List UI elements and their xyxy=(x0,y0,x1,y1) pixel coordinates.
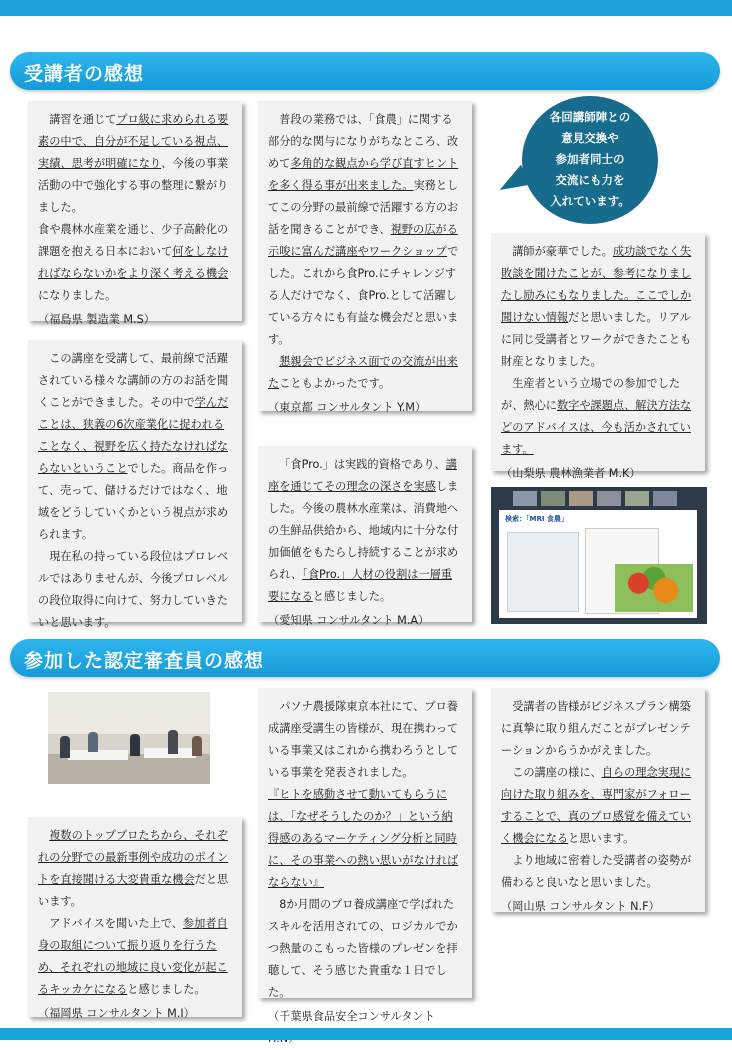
participant-thumbnail xyxy=(569,491,593,506)
attribution: （福岡県 コンサルタント M.I） xyxy=(38,1007,195,1020)
photo-person xyxy=(60,736,70,758)
testimonial-card: 複数のトッププロたちから、それぞれの分野での最新事例や成功のポイントを直接聞ける大変貴重な機会だと思います。 アドバイスを聞いた上で、参加者自身の取組について振り返りを行うため、それぞれの地域に良い変化が起こるキッカケになると感じました。 （福岡県 コンサルタント M.I） xyxy=(28,817,242,1017)
participant-thumbnail xyxy=(625,491,649,506)
attribution: （山梨県 農林漁業者 M.K） xyxy=(501,467,641,480)
screen-figure-left xyxy=(507,532,579,612)
attribution: （福島県 製造業 M.S） xyxy=(38,313,155,326)
seminar-photo xyxy=(48,692,210,784)
top-accent-bar xyxy=(0,0,732,16)
attribution: （愛知県 コンサルタント M.A） xyxy=(268,614,430,627)
participant-thumbnail xyxy=(597,491,621,506)
participant-thumbnail xyxy=(653,491,677,506)
photo-table xyxy=(68,750,128,760)
bottom-accent-bar xyxy=(0,1028,732,1040)
section-header-attendees xyxy=(10,52,720,90)
testimonial-card: 講師が豪華でした。成功談でなく失敗談を聞けたことが、参考になりましたし励みにもなりました。ここでしか聞けない情報だと思いました。リアルに同じ受講者とワークができたことも財産となりました。 生産者という立場での参加でしたが、熱心に数字や課題点、解決方法などのアドバイスは、今も活かされています。 （山梨県 農林漁業者 M.K） xyxy=(491,233,705,471)
attribution: （岡山県 コンサルタント N.F） xyxy=(501,900,660,913)
section-header-examiners xyxy=(10,639,720,677)
photo-person xyxy=(168,730,178,754)
participant-thumbnail xyxy=(513,491,537,506)
photo-person xyxy=(130,734,140,756)
testimonial-card: この講座を受講して、最前線で活躍されている様々な講師の方のお話を聞くことができました。その中で学んだことは、狭義の6次産業化に捉われることなく、視野を広く持たなければならないということでした。商品を作って、売って、儲けるだけではなく、地域をどうしていくかという視点が求められます。 現在私の持っている段位はプロレベルではありませんが、今後プロレベルの段位取得に向けて、努力していきたいと思います。 xyxy=(28,340,242,622)
testimonial-card: 「食Pro.」は実践的資格であり、講座を通じてその理念の深さを実感しました。今後の農林水産業は、消費地への生鮮品供給から、地域内に十分な付加価値をもたらし持続することが求められ、「食Pro.」人材の役割は一層重要になると感じました。 （愛知県 コンサルタント M.A） xyxy=(258,446,472,622)
photo-person xyxy=(88,732,98,752)
speech-bubble: 各回講師陣との 意見交換や 参加者同士の 交流にも力を 入れています。 xyxy=(522,96,658,224)
shared-screen xyxy=(499,510,697,618)
search-label: 検索：「MRI 食農」 xyxy=(505,515,568,523)
testimonial-card: 普段の業務では、「食農」に関する部分的な関与になりがちなところ、改めて多角的な観点から学び直すヒントを多く得る事が出来ました。実務としてこの分野の最前線で活躍する方のお話を聞きることができ、視野の広がる示唆に富んだ講座やワークショップでした。これから食Pro.にチャレンジする人だけでなく、食Pro.として活躍している方々にも有益な機会だと思います。 懇親会でビジネス面での交流が出来たこともよかったです。 （東京都 コンサルタント Y.M） xyxy=(258,101,472,411)
section-title: 参加した認定審査員の感想 xyxy=(24,650,265,672)
photo-person xyxy=(192,736,202,756)
participant-thumbnail xyxy=(541,491,565,506)
online-session-screenshot xyxy=(491,487,707,624)
testimonial-card: パソナ農援隊東京本社にて、プロ養成講座受講生の皆様が、現在携わっている事業又はこれから携わろうとしている事業を発表されました。 『ヒトを感動させて動いてもらうには、「なぜそうしたのか？」という納得感のあるマーケティング分析と同時に、その事業への熱い思いがなければならない』 8か月間のプロ養成講座で学ばれたスキルを活用されての、ロジカルでかつ熱量のこもった皆様のプレゼンを拝聴して、そう感じた貴重な１日でした。 （千葉県食品安全コンサルタント xyxy=(258,688,472,998)
vegetables-image xyxy=(615,564,693,612)
testimonial-card: 講習を通じてプロ級に求められる要素の中で、自分が不足している視点、実績、思考が明確になり、今後の事業活動の中で強化する事の整理に繋がりました。 食や農林水産業を通じ、少子高齢化の課題を抱える日本において何をしなければならないかをより深く考える機会になりました。 （福島県 製造業 M.S） xyxy=(28,101,242,321)
section-title: 受講者の感想 xyxy=(24,63,145,85)
attribution: （東京都 コンサルタント Y.M） xyxy=(268,401,427,414)
testimonial-card: 受講者の皆様がビジネスプラン構築に真摯に取り組んだことがプレゼンテーションからうかがえました。 この講座の様に、自らの理念実現に向けた取り組みを、専門家がフォローすることで、真のプロ感覚を備えていく機会になると思います。 より地域に密着した受講者の姿勢が備わると良いなと思いました。 （岡山県 コンサルタント N.F） xyxy=(491,688,705,912)
photo-wall xyxy=(48,692,210,734)
attribution: （千葉県食品安全コンサルタント xyxy=(268,1010,435,1023)
